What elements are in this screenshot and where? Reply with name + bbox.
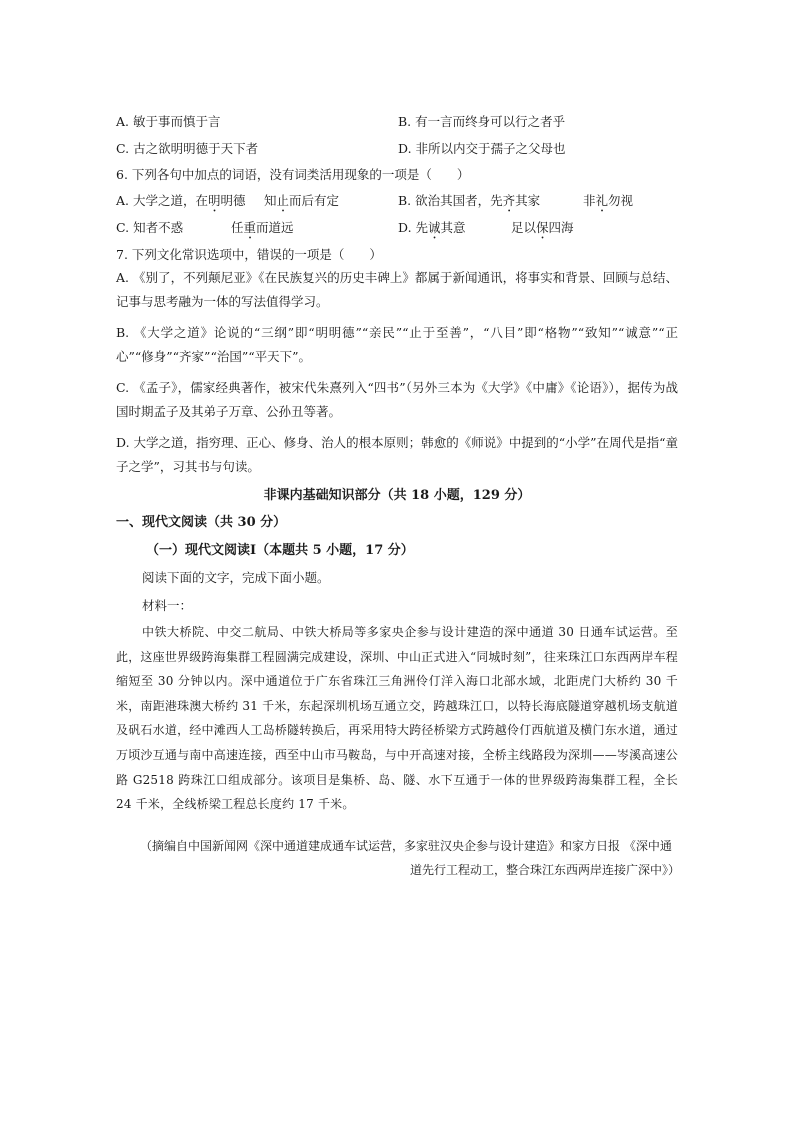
material-label: 材料一： <box>142 598 193 613</box>
q5-option-d: D. 非所以内交于孺子之父母也 <box>398 141 566 156</box>
q7-stem: 7. 下列文化常识选项中，错误的一项是（ ） <box>116 247 382 262</box>
q7-option-b: B. 《大学之道》论说的“三纲”即“明明德”“亲民”“止于至善”，“八目”即“格物”“致知”“诚意”“正心”“修身”“齐家”“治国”“平天下”。 <box>116 325 678 364</box>
q7-option-a: A. 《别了，不列颠尼亚》《在民族复兴的历史丰碑上》都属于新闻通讯，将事实和背景、回顾与总结、记事与思考融为一体的写法值得学习。 <box>116 270 678 309</box>
source-line-2: 道先行工程动工，整合珠江东西两岸连接广深中》） <box>409 863 680 877</box>
q7-option-d: D. 大学之道，指穷理、正心、修身、治人的根本原则；韩愈的《师说》中提到的“小学”在周代是指“童子之学”，习其书与句读。 <box>116 435 678 474</box>
q6-option-c1: C. 知者不惑 <box>116 220 184 235</box>
source-line-1: （摘编自中国新闻网《深中通道建成通车试运营，多家驻汉央企参与设计建造》和家方日报 《深中通 <box>140 839 672 853</box>
q7-option-c: C. 《孟子》，儒家经典著作，被宋代朱熹列入“四书”（另外三本为《大学》《中庸》《论语》），据传为战国时期孟子及其弟子万章、公孙丑等著。 <box>116 380 678 419</box>
subsection-title: （一）现代文阅读Ⅰ（本题共 5 小题，17 分） <box>146 543 414 558</box>
source-citation <box>140 834 680 882</box>
q6-option-a2: 知止而后有定 <box>264 193 340 208</box>
material-paragraph: 中铁大桥院、中交二航局、中铁大桥局等多家央企参与设计建造的深中通道 30 日通车试运营。至此，这座世界级跨海集群工程圆满完成建设，深圳、中山正式进入“同城时刻”，往来珠江口东西两岸车程缩短至 30 分钟以内。深中通道位于广东省珠江三角洲伶仃洋入海口北部水域，北距虎门大桥约 30 千米，南距港珠澳大桥约 31 千米，东起深圳机场互通立交，跨越珠江口，以特长海底隧道穿越机场支航道及矾石水道，经中滩西人工岛桥隧转换后，再采用特大跨径桥梁方式跨越伶仃西航道及横门东水道，通过万顷沙互通与南中高速连接，西至中山市马鞍岛，与中开高速对接，全桥主线路段为深圳——岑溪高速公路 G2518 跨珠江口组成部分。该项目是集桥、岛、隧、水下互通于一体的世界级跨海集群工程，全长 24 千米，全线桥梁工程总长度约 17 千米。 <box>116 625 678 812</box>
q6-option-d1: D. 先诚其意 <box>398 220 466 235</box>
q6-option-d2: 足以保四海 <box>511 220 574 235</box>
q6-stem: 6. 下列各句中加点的词语，没有词类活用现象的一项是（ ） <box>116 167 470 182</box>
q6-option-b1: B. 欲治其国者，先齐其家 <box>398 193 541 208</box>
q5-option-a: A. 敏于事而慎于言 <box>116 114 221 129</box>
reading-instruction: 阅读下面的文字，完成下面小题。 <box>142 570 330 585</box>
q5-option-b: B. 有一言而终身可以行之者乎 <box>398 114 566 129</box>
section-title: 非课内基础知识部分（共 18 小题，129 分） <box>263 488 531 503</box>
q6-option-b2: 非礼勿视 <box>583 193 634 208</box>
q6-option-c2: 任重而道远 <box>231 220 294 235</box>
q5-option-c: C. 古之欲明明德于天下者 <box>116 141 259 156</box>
part1-title: 一、现代文阅读（共 30 分） <box>116 515 287 530</box>
q6-option-a1: A. 大学之道，在明明德 <box>116 193 246 208</box>
